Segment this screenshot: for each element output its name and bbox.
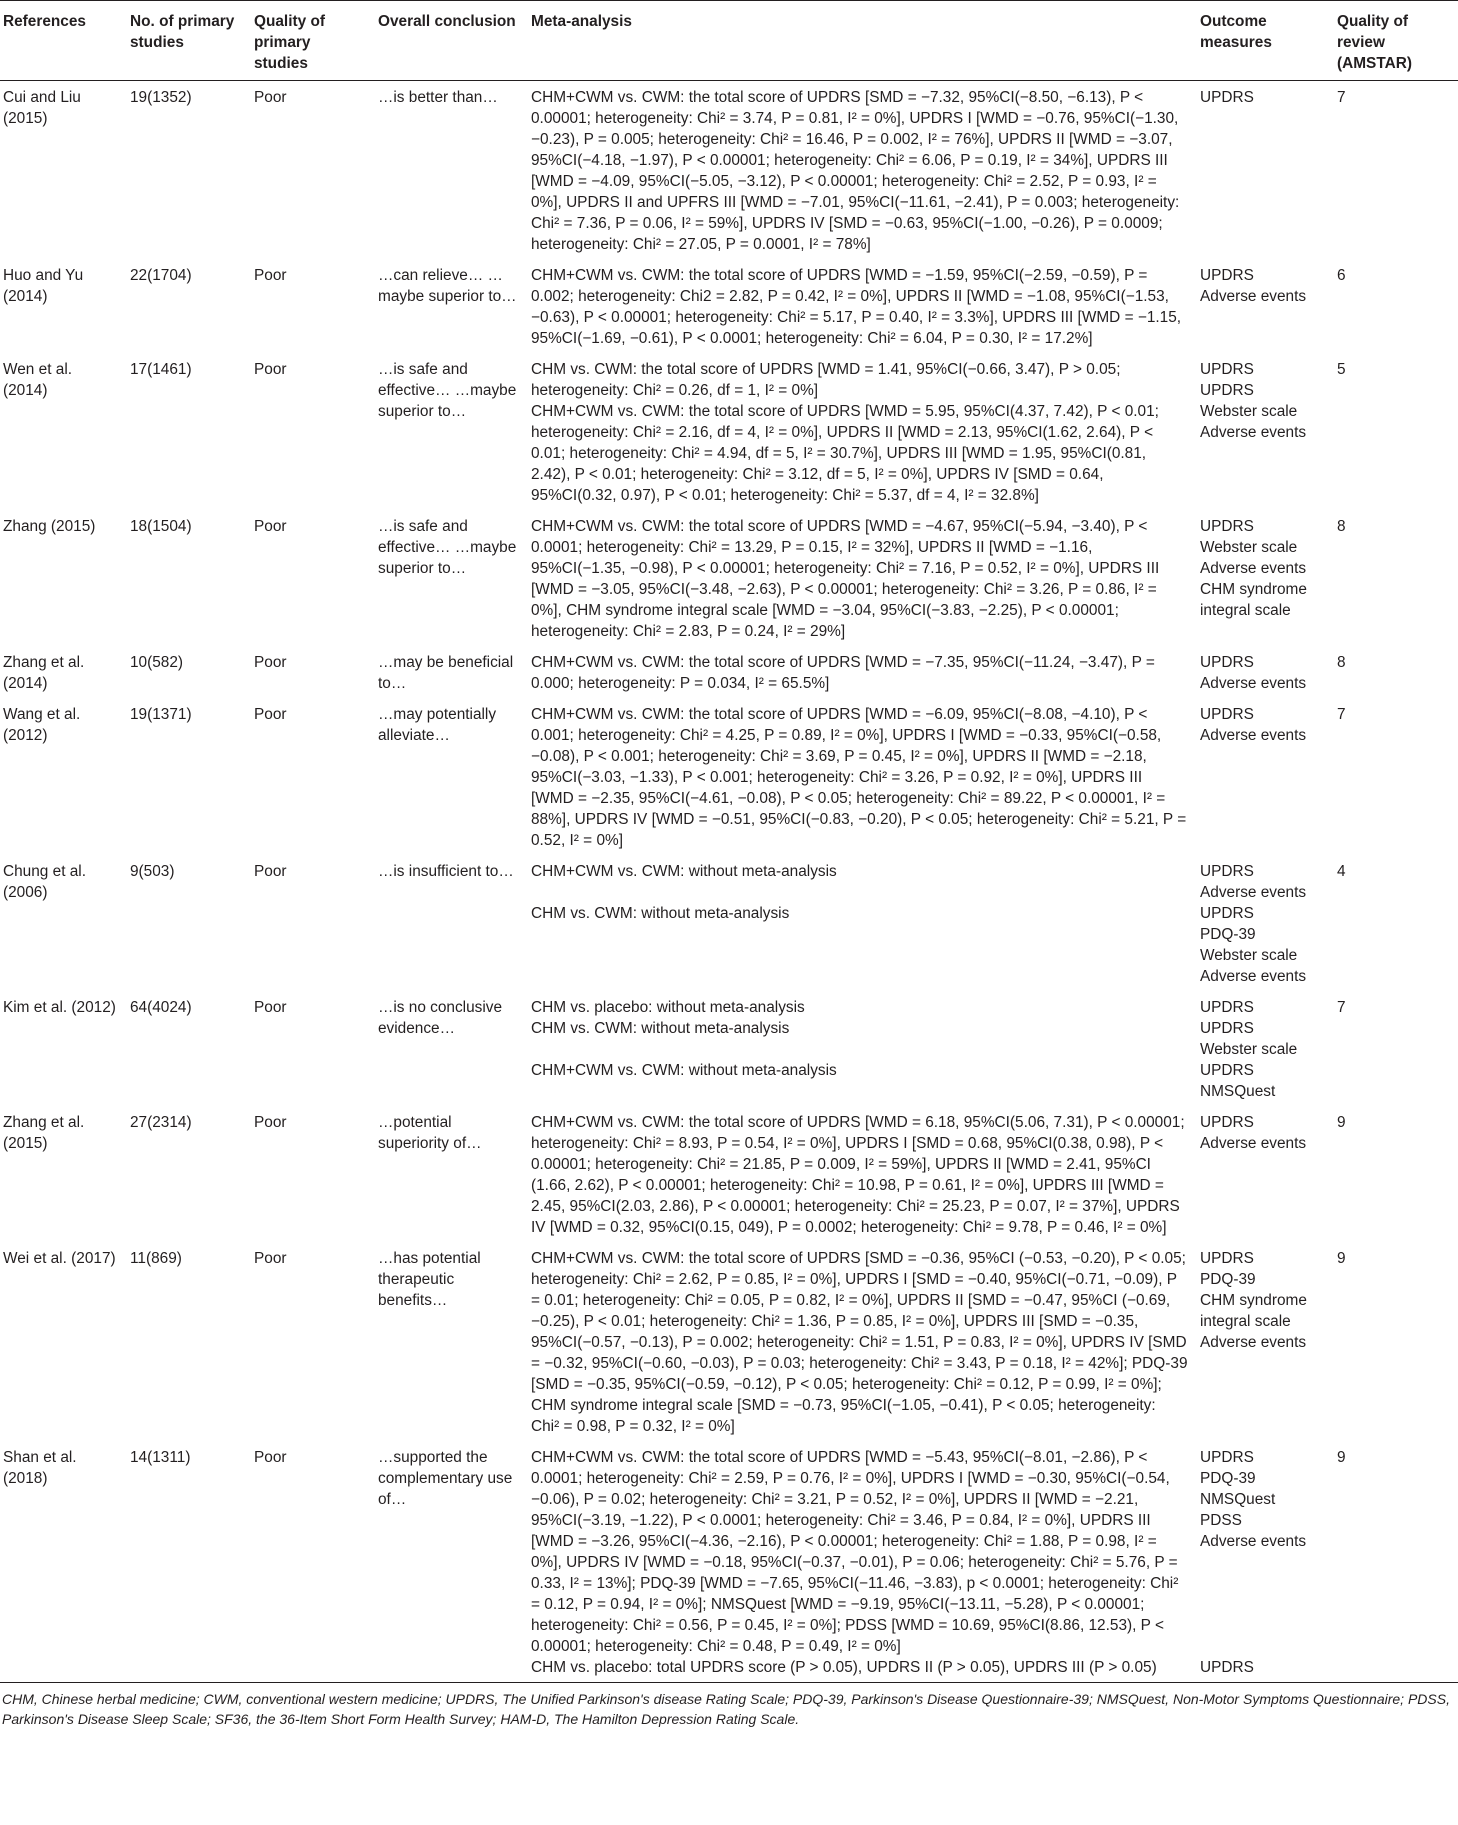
outcome-measure: Adverse events: [1200, 968, 1307, 985]
cell-outcome-measures: [1194, 81, 1331, 260]
cell-amstar: 4: [1337, 863, 1346, 880]
outcome-measure: Adverse events: [1200, 884, 1307, 901]
cell-quality: Poor: [254, 706, 287, 723]
cell-reference: Wang et al. (2012): [3, 706, 81, 744]
outcome-measure: UPDRS: [1200, 999, 1254, 1016]
cell-quality: Poor: [254, 518, 287, 535]
cell-outcome-measures: [1194, 510, 1331, 646]
meta-analysis-text: [531, 882, 1188, 903]
cell-amstar: 7: [1337, 999, 1346, 1016]
cell-meta-analysis: [525, 991, 1194, 1106]
cell-reference: Huo and Yu (2014): [3, 267, 84, 305]
outcome-spacer: [1200, 1552, 1325, 1657]
cell-quality: Poor: [254, 999, 287, 1016]
cell-outcome-measures: [1194, 646, 1331, 698]
table-row: [0, 1441, 1458, 1683]
table-row: [0, 353, 1458, 510]
table-row: [0, 1242, 1458, 1441]
cell-amstar: 8: [1337, 654, 1346, 671]
outcome-measure: Adverse events: [1200, 560, 1307, 577]
cell-meta-analysis: [525, 1106, 1194, 1242]
cell-primary-studies: 18(1504): [130, 518, 192, 535]
cell-meta-analysis: [525, 1441, 1194, 1683]
cell-reference: Zhang (2015): [3, 518, 96, 535]
outcome-measure: PDQ-39: [1200, 1470, 1256, 1487]
cell-conclusion: …is insufficient to…: [378, 863, 514, 880]
cell-meta-analysis: [525, 1242, 1194, 1441]
outcome-measure: Webster scale: [1200, 1041, 1298, 1058]
outcome-measure: Webster scale: [1200, 539, 1298, 556]
header-overall-conclusion: Overall conclusion: [372, 1, 525, 81]
outcome-measure: Adverse events: [1200, 727, 1307, 744]
cell-conclusion: …is better than…: [378, 89, 498, 106]
outcome-measure: Webster scale: [1200, 947, 1298, 964]
cell-outcome-measures: [1194, 1106, 1331, 1242]
cell-primary-studies: 19(1352): [130, 89, 192, 106]
cell-outcome-measures: [1194, 991, 1331, 1106]
cell-meta-analysis: [525, 855, 1194, 991]
meta-analysis-text: CHM vs. placebo: without meta-analysis: [531, 999, 805, 1016]
outcome-measure: UPDRS: [1200, 706, 1254, 723]
cell-quality: Poor: [254, 1250, 287, 1267]
meta-analysis-text: CHM+CWM vs. CWM: the total score of UPDRS [WMD = −7.35, 95%CI(−11.24, −3.47), P = 0.000; heterogeneity: P = 0.034, I² = 65.5%]: [531, 654, 1155, 692]
outcome-measure: UPDRS: [1200, 863, 1254, 880]
cell-quality: Poor: [254, 1114, 287, 1131]
cell-amstar: 7: [1337, 706, 1346, 723]
cell-reference: Zhang et al. (2014): [3, 654, 85, 692]
outcome-measure: Adverse events: [1200, 1334, 1307, 1351]
cell-meta-analysis: [525, 698, 1194, 855]
header-meta-analysis: Meta-analysis: [525, 1, 1194, 81]
cell-amstar: 7: [1337, 89, 1346, 106]
outcome-measure: UPDRS: [1200, 1114, 1254, 1131]
table-row: [0, 991, 1458, 1106]
table-row: [0, 646, 1458, 698]
meta-analysis-text: CHM+CWM vs. CWM: the total score of UPDRS [WMD = −4.67, 95%CI(−5.94, −3.40), P < 0.0001; heterogeneity: Chi² = 13.29, P = 0.15, I² = 32%], UPDRS II [WMD = −1.16, 95%CI(−1.35, −0.98), P < 0.00001; heterogeneity: Chi² = 7.16, P = 0.52, I² = 0%], UPDRS III [WMD = −3.05, 95%CI(−3.48, −2.63), P < 0.00001; heterogeneity: Chi² = 3.26, P = 0.86, I² = 0%], CHM syndrome integral scale [WMD = −3.04, 95%CI(−3.83, −2.25), P < 0.00001; heterogeneity: Chi² = 2.83, P = 0.24, I² = 29%]: [531, 518, 1160, 640]
outcome-measure: UPDRS: [1200, 267, 1254, 284]
table-row: [0, 510, 1458, 646]
outcome-measure: Adverse events: [1200, 288, 1307, 305]
cell-reference: Kim et al. (2012): [3, 999, 116, 1016]
outcome-measure: UPDRS: [1200, 1062, 1254, 1079]
outcome-measure: NMSQuest: [1200, 1491, 1276, 1508]
table-row: [0, 855, 1458, 991]
table-row: [0, 259, 1458, 353]
outcome-measure: UPDRS: [1200, 1449, 1254, 1466]
meta-analysis-text: CHM vs. CWM: without meta-analysis: [531, 905, 790, 922]
cell-meta-analysis: [525, 646, 1194, 698]
outcome-measure: UPDRS: [1200, 1250, 1254, 1267]
outcome-measure: Webster scale: [1200, 403, 1298, 420]
meta-analysis-text: CHM+CWM vs. CWM: the total score of UPDRS [SMD = −7.32, 95%CI(−8.50, −6.13), P < 0.00001; heterogeneity: Chi² = 3.74, P = 0.81, I² = 0%], UPDRS I [WMD = −0.76, 95%CI(−1.30, −0.23), P = 0.005; heterogeneity: Chi² = 16.46, P = 0.002, I² = 76%], UPDRS II [WMD = −3.07, 95%CI(−4.18, −1.97), P < 0.00001; heterogeneity: Chi² = 6.06, P = 0.19, I² = 34%], UPDRS III [WMD = −4.09, 95%CI(−5.05, −3.12), P < 0.00001; heterogeneity: Chi² = 2.52, P = 0.93, I² = 0%], UPDRS II and UPFRS III [WMD = −7.01, 95%CI(−11.61, −2.41), P = 0.003; heterogeneity: Chi² = 7.36, P = 0.06, I² = 59%], UPDRS IV [SMD = −0.63, 95%CI(−1.00, −0.26), P = 0.0009; heterogeneity: Chi² = 27.05, P = 0.0001, I² = 78%]: [531, 89, 1180, 253]
cell-conclusion: …can relieve… …maybe superior to…: [378, 267, 517, 305]
outcome-measure: UPDRS: [1200, 1659, 1254, 1676]
meta-analysis-text: [531, 1039, 1188, 1060]
cell-outcome-measures: [1194, 1242, 1331, 1441]
outcome-measure: CHM syndrome integral scale: [1200, 581, 1307, 619]
meta-analysis-text: CHM+CWM vs. CWM: without meta-analysis: [531, 863, 837, 880]
cell-meta-analysis: [525, 353, 1194, 510]
table-header: [0, 1, 1458, 81]
outcome-measure: Adverse events: [1200, 1135, 1307, 1152]
outcome-measure: UPDRS: [1200, 1020, 1254, 1037]
cell-primary-studies: 11(869): [130, 1250, 182, 1267]
meta-analysis-text: CHM+CWM vs. CWM: the total score of UPDRS [WMD = 6.18, 95%CI(5.06, 7.31), P < 0.00001; heterogeneity: Chi² = 8.93, P = 0.54, I² = 0%], UPDRS I [SMD = 0.68, 95%CI(0.38, 0.98), P < 0.00001; heterogeneity: Chi² = 21.85, P = 0.009, I² = 59%], UPDRS II [WMD = 2.41, 95%CI (1.66, 2.62), P < 0.00001; heterogeneity: Chi² = 10.98, P = 0.61, I² = 0%], UPDRS III [WMD = 2.45, 95%CI(2.03, 2.86), P < 0.00001; heterogeneity: Chi² = 25.23, P = 0.07, I² = 37%], UPDRS IV [WMD = 0.32, 95%CI(0.15, 049), P = 0.0002; heterogeneity: Chi² = 9.78, P = 0.46, I² = 0%]: [531, 1114, 1185, 1236]
cell-reference: Cui and Liu (2015): [3, 89, 81, 127]
meta-analysis-text: CHM+CWM vs. CWM: the total score of UPDRS [SMD = −0.36, 95%CI (−0.53, −0.20), P < 0.05; heterogeneity: Chi² = 2.62, P = 0.85, I² = 0%], UPDRS I [SMD = −0.40, 95%CI(−0.71, −0.09), P = 0.01; heterogeneity: Chi² = 0.05, P = 0.82, I² = 0%], UPDRS II [SMD = −0.47, 95%CI (−0.69, −0.25), P < 0.01; heterogeneity: Chi² = 1.36, P = 0.85, I² = 0%], UPDRS III [SMD = −0.35, 95%CI(−0.57, −0.13), P = 0.002; heterogeneity: Chi² = 1.51, P = 0.83, I² = 0%], UPDRS IV [SMD = −0.32, 95%CI(−0.60, −0.03), P = 0.03; heterogeneity: Chi² = 3.43, P = 0.18, I² = 42%]; PDQ-39 [SMD = −0.35, 95%CI(−0.59, −0.12), P < 0.05; heterogeneity: Chi² = 0.12, P = 0.99, I² = 0%]; CHM syndrome integral scale [SMD = −0.73, 95%CI(−1.05, −0.41), P < 0.05; heterogeneity: Chi² = 0.98, P = 0.32, I² = 0%]: [531, 1250, 1188, 1435]
table-row: [0, 698, 1458, 855]
cell-conclusion: …may be beneficial to…: [378, 654, 514, 692]
cell-quality: Poor: [254, 89, 287, 106]
cell-meta-analysis: [525, 81, 1194, 260]
cell-quality: Poor: [254, 361, 287, 378]
cell-conclusion: …potential superiority of…: [378, 1114, 482, 1152]
cell-amstar: 8: [1337, 518, 1346, 535]
outcome-measure: UPDRS: [1200, 361, 1254, 378]
outcome-measure: Adverse events: [1200, 1533, 1307, 1550]
cell-quality: Poor: [254, 863, 287, 880]
header-outcome-measures: Outcome measures: [1194, 1, 1331, 81]
outcome-measure: PDQ-39: [1200, 1271, 1256, 1288]
cell-primary-studies: 22(1704): [130, 267, 192, 284]
cell-primary-studies: 64(4024): [130, 999, 192, 1016]
cell-primary-studies: 17(1461): [130, 361, 192, 378]
table-row: [0, 1106, 1458, 1242]
cell-primary-studies: 9(503): [130, 863, 175, 880]
cell-primary-studies: 19(1371): [130, 706, 192, 723]
cell-amstar: 6: [1337, 267, 1346, 284]
cell-reference: Wei et al. (2017): [3, 1250, 116, 1267]
meta-analysis-text: CHM+CWM vs. CWM: without meta-analysis: [531, 1062, 837, 1079]
meta-analysis-text: CHM+CWM vs. CWM: the total score of UPDRS [WMD = −5.43, 95%CI(−8.01, −2.86), P < 0.0001; heterogeneity: Chi² = 2.59, P = 0.76, I² = 0%], UPDRS I [WMD = −0.30, 95%CI(−0.54, −0.06), P = 0.02; heterogeneity: Chi² = 3.21, P = 0.52, I² = 0%], UPDRS II [WMD = −2.21, 95%CI(−3.19, −1.22), P < 0.0001; heterogeneity: Chi² = 3.46, P = 0.84, I² = 0%], UPDRS III [WMD = −3.26, 95%CI(−4.36, −2.16), P < 0.00001; heterogeneity: Chi² = 1.88, P = 0.98, I² = 0%], UPDRS IV [WMD = −0.18, 95%CI(−0.37, −0.01), P = 0.06; heterogeneity: Chi² = 5.76, P = 0.33, I² = 13%]; PDQ-39 [WMD = −7.65, 95%CI(−11.46, −3.83), p < 0.0001; heterogeneity: Chi² = 0.12, P = 0.94, I² = 0%]; NMSQuest [WMD = −9.19, 95%CI(−13.11, −5.28), P < 0.00001; heterogeneity: Chi² = 0.56, P = 0.45, I² = 0%]; PDSS [WMD = 10.69, 95%CI(8.86, 12.53), P < 0.00001; heterogeneity: Chi² = 0.48, P = 0.49, I² = 0%]: [531, 1449, 1179, 1655]
cell-outcome-measures: [1194, 1441, 1331, 1683]
cell-primary-studies: 14(1311): [124, 1441, 248, 1683]
meta-analysis-text: CHM+CWM vs. CWM: the total score of UPDRS [WMD = −1.59, 95%CI(−2.59, −0.59), P = 0.002; heterogeneity: Chi2 = 2.82, P = 0.42, I² = 0%], UPDRS II [WMD = −1.08, 95%CI(−1.53, −0.63), P < 0.00001; heterogeneity: Chi² = 5.17, P = 0.40, I² = 3.3%], UPDRS III [WMD = −1.15, 95%CI(−1.69, −0.61), P < 0.0001; heterogeneity: Chi² = 6.04, P = 0.30, I² = 17.2%]: [531, 267, 1182, 347]
header-quality-primary: Quality of primary studies: [248, 1, 372, 81]
cell-conclusion: …is safe and effective… …maybe superior to…: [378, 518, 517, 577]
cell-amstar: 5: [1337, 361, 1346, 378]
cell-amstar: 9: [1331, 1441, 1458, 1683]
cell-amstar: 9: [1337, 1114, 1346, 1131]
table-footnote: CHM, Chinese herbal medicine; CWM, conventional western medicine; UPDRS, The Unified Parkinson's disease Rating Scale; PDQ-39, Parkinson's Disease Questionnaire-39; NMSQuest, Non-Motor Symptoms Questionnaire; PDSS, Parkinson's Disease Sleep Scale; SF36, the 36-Item Short Form Health Survey; HAM-D, The Hamilton Depression Rating Scale.: [2, 1691, 1450, 1727]
outcome-measure: PDSS: [1200, 1512, 1242, 1529]
cell-amstar: 9: [1337, 1250, 1346, 1267]
meta-analysis-text: CHM+CWM vs. CWM: the total score of UPDRS [WMD = −6.09, 95%CI(−8.08, −4.10), P < 0.001; heterogeneity: Chi² = 4.25, P = 0.89, I² = 0%], UPDRS I [WMD = −0.33, 95%CI(−0.58, −0.08), P < 0.001; heterogeneity: Chi² = 3.69, P = 0.45, I² = 0%], UPDRS II [WMD = −2.18, 95%CI(−3.03, −1.33), P < 0.001; heterogeneity: Chi² = 3.26, P = 0.92, I² = 0%], UPDRS III [WMD = −2.35, 95%CI(−4.61, −0.08), P < 0.05; heterogeneity: Chi² = 89.22, P < 0.00001, I² = 88%], UPDRS IV [WMD = −0.51, 95%CI(−0.83, −0.20), P < 0.05; heterogeneity: Chi² = 5.21, P = 0.52, I² = 0%]: [531, 706, 1187, 849]
cell-quality: Poor: [254, 654, 287, 671]
outcome-measure: Adverse events: [1200, 424, 1307, 441]
cell-conclusion: …has potential therapeutic benefits…: [378, 1250, 481, 1309]
cell-outcome-measures: [1194, 855, 1331, 991]
cell-outcome-measures: [1194, 698, 1331, 855]
cell-outcome-measures: [1194, 259, 1331, 353]
outcome-measure: CHM syndrome integral scale: [1200, 1292, 1307, 1330]
cell-reference: Wen et al. (2014): [3, 361, 73, 399]
cell-quality: Poor: [254, 267, 287, 284]
cell-reference: Chung et al. (2006): [3, 863, 86, 901]
header-quality-review: Quality of review (AMSTAR): [1331, 1, 1458, 81]
cell-meta-analysis: [525, 259, 1194, 353]
outcome-measure: UPDRS: [1200, 382, 1254, 399]
cell-conclusion: …is safe and effective… …maybe superior to…: [378, 361, 517, 420]
cell-meta-analysis: [525, 510, 1194, 646]
cell-quality: Poor: [248, 1441, 372, 1683]
outcome-measure: Adverse events: [1200, 675, 1307, 692]
cell-conclusion: …supported the complementary use of…: [372, 1441, 525, 1683]
cell-conclusion: …is no conclusive evidence…: [378, 999, 503, 1037]
meta-analysis-text: CHM vs. CWM: without meta-analysis: [531, 1020, 790, 1037]
outcome-measure: UPDRS: [1200, 654, 1254, 671]
meta-analysis-text: CHM+CWM vs. CWM: the total score of UPDRS [WMD = 5.95, 95%CI(4.37, 7.42), P < 0.01; heterogeneity: Chi² = 2.16, df = 4, I² = 0%], UPDRS II [WMD = 2.13, 95%CI(1.62, 2.64), P < 0.01; heterogeneity: Chi² = 4.94, df = 5, I² = 30.7%], UPDRS III [WMD = 1.95, 95%CI(0.81, 2.42), P < 0.01; heterogeneity: Chi² = 3.12, df = 5, I² = 0%], UPDRS IV [SMD = 0.64, 95%CI(0.32, 0.97), P < 0.01; heterogeneity: Chi² = 5.37, df = 4, I² = 32.8%]: [531, 403, 1159, 504]
outcome-measure: NMSQuest: [1200, 1083, 1276, 1100]
outcome-measure: UPDRS: [1200, 89, 1254, 106]
outcome-measure: UPDRS: [1200, 518, 1254, 535]
cell-primary-studies: 27(2314): [130, 1114, 192, 1131]
table-body: [0, 81, 1458, 1683]
outcome-measure: PDQ-39: [1200, 926, 1256, 943]
header-references: References: [0, 1, 124, 81]
cell-conclusion: …may potentially alleviate…: [378, 706, 497, 744]
cell-outcome-measures: [1194, 353, 1331, 510]
cell-reference: Zhang et al. (2015): [3, 1114, 85, 1152]
meta-analysis-text: CHM vs. CWM: the total score of UPDRS [WMD = 1.41, 95%CI(−0.66, 3.47), P > 0.05; heterogeneity: Chi² = 0.26, df = 1, I² = 0%]: [531, 361, 1121, 399]
table-row: [0, 81, 1458, 260]
header-primary-studies: No. of primary studies: [124, 1, 248, 81]
cell-primary-studies: 10(582): [130, 654, 184, 671]
cell-reference: Shan et al. (2018): [0, 1441, 124, 1683]
meta-analysis-text: CHM vs. placebo: total UPDRS score (P > 0.05), UPDRS II (P > 0.05), UPDRS III (P > 0.05): [531, 1659, 1157, 1676]
outcome-measure: UPDRS: [1200, 905, 1254, 922]
